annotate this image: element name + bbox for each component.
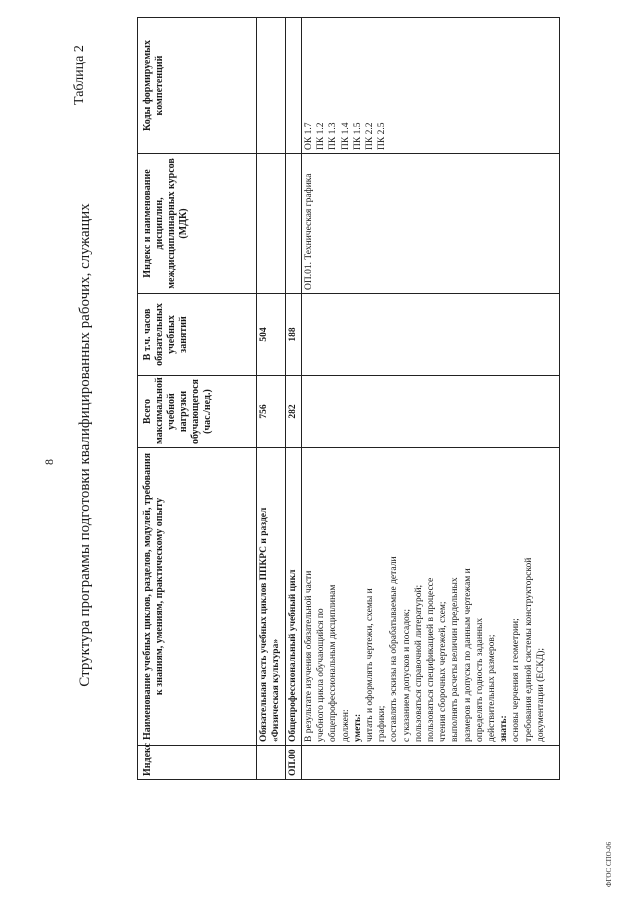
content-index-cell: [302, 746, 560, 780]
content-line: общепрофессиональным дисциплинам: [328, 584, 339, 742]
header-discipline: Индекс и наименование дисциплин, междисциплинарных курсов (МДК): [138, 154, 257, 294]
footer-code: ФГОС СПО-06: [605, 841, 613, 887]
content-line: учебного цикла обучающийся по: [316, 608, 327, 742]
competency-code: ОК 1.7: [304, 122, 314, 150]
content-line: определять годность заданных: [474, 617, 485, 742]
content-competencies-cell: [302, 18, 560, 154]
content-line: основы черчения и геометрии;: [511, 618, 522, 742]
content-discipline-cell: ОП.01. Техническая графика: [302, 154, 560, 294]
total-name-cell: Обязательная часть учебных циклов ППКРС и раздел «Физическая культура»: [257, 448, 286, 746]
content-line: документации (ЕСКД);: [535, 647, 546, 742]
cycle-competencies-cell: [286, 18, 302, 154]
table-header-row: [138, 18, 257, 780]
competency-code: ПК 2.2: [365, 122, 376, 150]
content-line: действительных размеров;: [487, 634, 498, 742]
content-line: пользоваться спецификацией в процессе: [426, 577, 437, 742]
content-text-cell: [302, 448, 560, 746]
content-line: требования единой системы конструкторской: [523, 557, 534, 742]
table-row-cycle: [286, 18, 302, 780]
competency-code: ПК 1.3: [328, 122, 339, 150]
content-line: размеров и допуска по данным чертежам и: [462, 568, 473, 742]
content-line: выполнять расчеты величин предельных: [450, 577, 461, 742]
document-title: Структура программы подготовки квалифицированных рабочих, служащих: [77, 203, 93, 687]
header-index: Индекс: [138, 746, 257, 780]
cycle-index-cell: ОП.00: [286, 746, 302, 780]
content-line: В результате изучения обязательной части: [304, 570, 314, 742]
content-line: пользоваться справочной литературой;: [413, 584, 424, 742]
content-heading-skills: уметь:: [352, 713, 363, 742]
content-line: составлять эскизы на обрабатываемые детали: [389, 556, 400, 742]
content-line: читать и оформлять чертежи, схемы и: [365, 588, 376, 742]
table-row-total: [257, 18, 286, 780]
content-mandatory-hours-cell: [302, 294, 560, 376]
header-max-load: Всего максимальной учебной нагрузки обучающегося (час./нед.): [138, 376, 257, 448]
content-line: с указанием допусков и посадок;: [401, 608, 412, 742]
cycle-mandatory-hours-cell: 188: [286, 294, 302, 376]
cycle-discipline-cell: [286, 154, 302, 294]
competency-code: ПК 1.2: [316, 122, 327, 150]
competency-code: ПК 1.5: [352, 122, 363, 150]
header-name: Наименование учебных циклов, разделов, модулей, требования к знаниям, умениям, практическому опыту: [138, 448, 257, 746]
header-competencies: Коды формируемых компетенций: [138, 18, 257, 154]
page-number: 8: [42, 459, 56, 465]
total-mandatory-hours-cell: 504: [257, 294, 286, 376]
content-heading-knowledge: знать:: [499, 715, 510, 742]
header-mandatory-hours: В т.ч. часов обязательных учебных занятий: [138, 294, 257, 376]
total-discipline-cell: [257, 154, 286, 294]
content-line: должен:: [340, 709, 351, 742]
competency-code: ПК 2.5: [377, 122, 388, 150]
total-competencies-cell: [257, 18, 286, 154]
table-row-content: [302, 18, 560, 780]
cycle-name-cell: Общепрофессиональный учебный цикл: [286, 448, 302, 746]
structure-table: [137, 17, 560, 780]
content-line: чтения сборочных чертежей, схем;: [438, 601, 449, 742]
competency-code: ПК 1.4: [340, 122, 351, 150]
content-max-load-cell: [302, 376, 560, 448]
cycle-max-load-cell: 282: [286, 376, 302, 448]
table-label: Таблица 2: [72, 45, 87, 105]
total-index-cell: [257, 746, 286, 780]
total-max-load-cell: 756: [257, 376, 286, 448]
content-line: графики;: [377, 705, 388, 742]
